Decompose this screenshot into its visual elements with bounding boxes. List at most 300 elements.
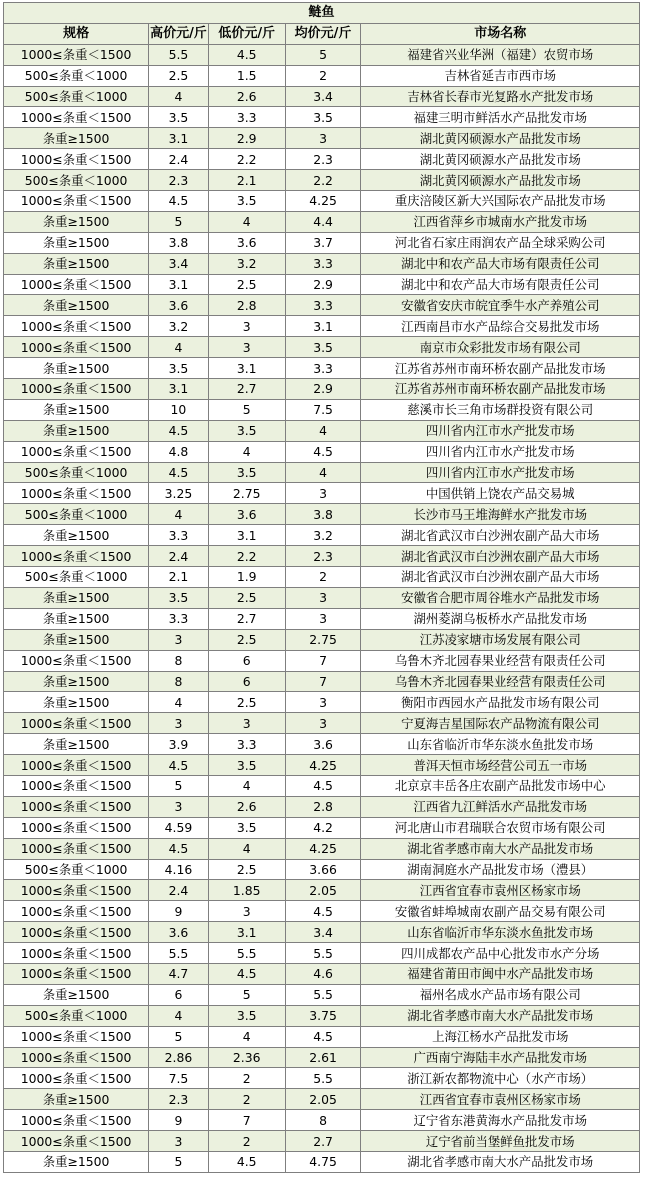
cell-avg-price: 2.75 <box>285 629 361 650</box>
cell-high-price: 4.16 <box>149 859 209 880</box>
cell-avg-price: 3.4 <box>285 922 361 943</box>
cell-market-name: 乌鲁木齐北园春果业经营有限责任公司 <box>361 671 640 692</box>
cell-avg-price: 3.66 <box>285 859 361 880</box>
cell-market-name: 四川省内江市水产批发市场 <box>361 462 640 483</box>
cell-low-price: 4.5 <box>208 963 285 984</box>
cell-spec: 1000≤条重＜1500 <box>4 274 149 295</box>
cell-low-price: 2.9 <box>208 128 285 149</box>
table-row <box>4 1110 640 1131</box>
table-row <box>4 337 640 358</box>
cell-market-name: 湖北黄冈硕源水产品批发市场 <box>361 149 640 170</box>
cell-low-price: 2.75 <box>208 483 285 504</box>
cell-avg-price: 5.5 <box>285 984 361 1005</box>
cell-avg-price: 2.05 <box>285 880 361 901</box>
cell-avg-price: 3.75 <box>285 1005 361 1026</box>
cell-spec: 1000≤条重＜1500 <box>4 922 149 943</box>
cell-spec: 条重≥1500 <box>4 629 149 650</box>
cell-avg-price: 3.7 <box>285 232 361 253</box>
cell-spec: 条重≥1500 <box>4 295 149 316</box>
cell-spec: 500≤条重＜1000 <box>4 504 149 525</box>
cell-avg-price: 4 <box>285 462 361 483</box>
header-spec: 规格 <box>4 23 149 44</box>
cell-high-price: 3.1 <box>149 274 209 295</box>
cell-low-price: 2.5 <box>208 274 285 295</box>
table-row <box>4 671 640 692</box>
cell-high-price: 2.5 <box>149 65 209 86</box>
cell-high-price: 3.4 <box>149 253 209 274</box>
cell-high-price: 3.2 <box>149 316 209 337</box>
cell-market-name: 上海江杨水产品批发市场 <box>361 1026 640 1047</box>
cell-spec: 条重≥1500 <box>4 1089 149 1110</box>
cell-spec: 条重≥1500 <box>4 525 149 546</box>
cell-low-price: 2.5 <box>208 692 285 713</box>
cell-high-price: 2.3 <box>149 1089 209 1110</box>
cell-market-name: 安徽省安庆市皖宜季牛水产养殖公司 <box>361 295 640 316</box>
cell-avg-price: 4.75 <box>285 1151 361 1172</box>
cell-market-name: 江西南昌市水产品综合交易批发市场 <box>361 316 640 337</box>
table-row <box>4 504 640 525</box>
cell-market-name: 乌鲁木齐北园春果业经营有限责任公司 <box>361 650 640 671</box>
cell-market-name: 河北省石家庄雨润农产品全球采购公司 <box>361 232 640 253</box>
table-row <box>4 1005 640 1026</box>
table-row <box>4 211 640 232</box>
cell-market-name: 湖北中和农产品大市场有限责任公司 <box>361 274 640 295</box>
table-row <box>4 170 640 191</box>
table-title: 鲢鱼 <box>4 3 640 24</box>
cell-market-name: 湖北中和农产品大市场有限责任公司 <box>361 253 640 274</box>
table-row <box>4 963 640 984</box>
cell-high-price: 2.4 <box>149 546 209 567</box>
cell-market-name: 湖北黄冈硕源水产品批发市场 <box>361 128 640 149</box>
table-row <box>4 86 640 107</box>
cell-spec: 1000≤条重＜1500 <box>4 191 149 212</box>
cell-avg-price: 5 <box>285 44 361 65</box>
table-row <box>4 128 640 149</box>
table-row <box>4 107 640 128</box>
cell-market-name: 衡阳市西园水产品批发市场有限公司 <box>361 692 640 713</box>
cell-market-name: 长沙市马王堆海鲜水产批发市场 <box>361 504 640 525</box>
table-row <box>4 525 640 546</box>
cell-market-name: 北京京丰岳各庄农副产品批发市场中心 <box>361 775 640 796</box>
cell-spec: 1000≤条重＜1500 <box>4 44 149 65</box>
table-row <box>4 316 640 337</box>
cell-market-name: 江苏凌家塘市场发展有限公司 <box>361 629 640 650</box>
header-high-price: 高价元/斤 <box>149 23 209 44</box>
cell-spec: 1000≤条重＜1500 <box>4 483 149 504</box>
cell-low-price: 3.1 <box>208 922 285 943</box>
cell-high-price: 3.8 <box>149 232 209 253</box>
cell-low-price: 4.5 <box>208 1151 285 1172</box>
cell-low-price: 5 <box>208 399 285 420</box>
cell-low-price: 3.5 <box>208 817 285 838</box>
table-row <box>4 880 640 901</box>
table-row <box>4 1131 640 1152</box>
cell-spec: 1000≤条重＜1500 <box>4 796 149 817</box>
cell-market-name: 江西省九江鲜活水产品批发市场 <box>361 796 640 817</box>
cell-low-price: 5 <box>208 984 285 1005</box>
cell-low-price: 2.8 <box>208 295 285 316</box>
table-row <box>4 1089 640 1110</box>
cell-spec: 条重≥1500 <box>4 420 149 441</box>
cell-low-price: 3 <box>208 713 285 734</box>
cell-high-price: 5 <box>149 211 209 232</box>
cell-spec: 1000≤条重＜1500 <box>4 1131 149 1152</box>
cell-low-price: 1.85 <box>208 880 285 901</box>
cell-high-price: 3.1 <box>149 128 209 149</box>
cell-avg-price: 3.4 <box>285 86 361 107</box>
cell-market-name: 辽宁省东港黄海水产品批发市场 <box>361 1110 640 1131</box>
cell-spec: 500≤条重＜1000 <box>4 462 149 483</box>
table-row <box>4 922 640 943</box>
cell-market-name: 安徽省合肥市周谷堆水产品批发市场 <box>361 587 640 608</box>
cell-market-name: 江西省宜春市袁州区杨家市场 <box>361 1089 640 1110</box>
cell-spec: 条重≥1500 <box>4 128 149 149</box>
table-row <box>4 1047 640 1068</box>
cell-spec: 条重≥1500 <box>4 608 149 629</box>
cell-market-name: 江苏省苏州市南环桥农副产品批发市场 <box>361 358 640 379</box>
cell-spec: 条重≥1500 <box>4 587 149 608</box>
cell-low-price: 4.5 <box>208 44 285 65</box>
cell-high-price: 5 <box>149 1026 209 1047</box>
cell-high-price: 5.5 <box>149 943 209 964</box>
cell-avg-price: 4.5 <box>285 441 361 462</box>
cell-spec: 1000≤条重＜1500 <box>4 1110 149 1131</box>
cell-market-name: 湖北省孝感市南大水产品批发市场 <box>361 838 640 859</box>
cell-market-name: 湖北省武汉市白沙洲农副产品大市场 <box>361 525 640 546</box>
cell-market-name: 河北唐山市君瑞联合农贸市场有限公司 <box>361 817 640 838</box>
cell-high-price: 4.5 <box>149 420 209 441</box>
table-row <box>4 943 640 964</box>
cell-market-name: 江西省宜春市袁州区杨家市场 <box>361 880 640 901</box>
cell-high-price: 3.9 <box>149 734 209 755</box>
table-row <box>4 1026 640 1047</box>
cell-spec: 条重≥1500 <box>4 232 149 253</box>
cell-avg-price: 3.6 <box>285 734 361 755</box>
cell-high-price: 3.25 <box>149 483 209 504</box>
cell-high-price: 2.4 <box>149 880 209 901</box>
cell-market-name: 安徽省蚌埠城南农副产品交易有限公司 <box>361 901 640 922</box>
cell-avg-price: 2.7 <box>285 1131 361 1152</box>
cell-low-price: 3.6 <box>208 232 285 253</box>
price-table-sheet <box>3 2 640 1173</box>
cell-avg-price: 4.25 <box>285 838 361 859</box>
cell-spec: 1000≤条重＜1500 <box>4 1047 149 1068</box>
cell-avg-price: 4 <box>285 420 361 441</box>
cell-market-name: 辽宁省前当堡鲜鱼批发市场 <box>361 1131 640 1152</box>
cell-avg-price: 4.25 <box>285 191 361 212</box>
cell-high-price: 3 <box>149 713 209 734</box>
cell-avg-price: 3 <box>285 128 361 149</box>
cell-spec: 500≤条重＜1000 <box>4 567 149 588</box>
table-row <box>4 817 640 838</box>
cell-avg-price: 2.3 <box>285 546 361 567</box>
cell-high-price: 10 <box>149 399 209 420</box>
cell-low-price: 2.5 <box>208 859 285 880</box>
table-row <box>4 358 640 379</box>
table-row <box>4 775 640 796</box>
table-row <box>4 692 640 713</box>
cell-low-price: 3.3 <box>208 734 285 755</box>
cell-avg-price: 4.25 <box>285 755 361 776</box>
cell-spec: 1000≤条重＜1500 <box>4 963 149 984</box>
cell-spec: 条重≥1500 <box>4 253 149 274</box>
table-row <box>4 984 640 1005</box>
cell-avg-price: 3 <box>285 608 361 629</box>
cell-avg-price: 3.8 <box>285 504 361 525</box>
table-row <box>4 274 640 295</box>
cell-spec: 1000≤条重＜1500 <box>4 713 149 734</box>
table-row <box>4 734 640 755</box>
cell-spec: 条重≥1500 <box>4 399 149 420</box>
cell-spec: 1000≤条重＜1500 <box>4 880 149 901</box>
cell-market-name: 江苏省苏州市南环桥农副产品批发市场 <box>361 379 640 400</box>
cell-high-price: 4.5 <box>149 462 209 483</box>
cell-spec: 1000≤条重＜1500 <box>4 650 149 671</box>
cell-avg-price: 2.9 <box>285 274 361 295</box>
table-row <box>4 441 640 462</box>
cell-avg-price: 8 <box>285 1110 361 1131</box>
cell-spec: 1000≤条重＜1500 <box>4 817 149 838</box>
cell-spec: 1000≤条重＜1500 <box>4 107 149 128</box>
cell-avg-price: 4.5 <box>285 1026 361 1047</box>
table-row <box>4 713 640 734</box>
header-avg-price: 均价元/斤 <box>285 23 361 44</box>
cell-spec: 500≤条重＜1000 <box>4 859 149 880</box>
table-row <box>4 567 640 588</box>
cell-avg-price: 4.2 <box>285 817 361 838</box>
cell-low-price: 2.2 <box>208 546 285 567</box>
cell-low-price: 4 <box>208 1026 285 1047</box>
table-row <box>4 546 640 567</box>
cell-high-price: 4 <box>149 337 209 358</box>
cell-high-price: 7.5 <box>149 1068 209 1089</box>
cell-market-name: 湖北省武汉市白沙洲农副产品大市场 <box>361 546 640 567</box>
cell-low-price: 3 <box>208 901 285 922</box>
cell-market-name: 湖北省武汉市白沙洲农副产品大市场 <box>361 567 640 588</box>
cell-high-price: 3.5 <box>149 587 209 608</box>
cell-high-price: 2.1 <box>149 567 209 588</box>
cell-low-price: 2.7 <box>208 608 285 629</box>
cell-avg-price: 7 <box>285 671 361 692</box>
table-row <box>4 483 640 504</box>
cell-high-price: 3.3 <box>149 525 209 546</box>
cell-avg-price: 2.9 <box>285 379 361 400</box>
cell-high-price: 3.5 <box>149 107 209 128</box>
table-row <box>4 44 640 65</box>
cell-avg-price: 3.5 <box>285 107 361 128</box>
cell-avg-price: 3 <box>285 713 361 734</box>
cell-spec: 500≤条重＜1000 <box>4 65 149 86</box>
cell-high-price: 9 <box>149 1110 209 1131</box>
cell-low-price: 2.36 <box>208 1047 285 1068</box>
price-table <box>3 2 640 1173</box>
cell-high-price: 4 <box>149 504 209 525</box>
cell-avg-price: 3.3 <box>285 358 361 379</box>
cell-market-name: 福州名成水产品市场有限公司 <box>361 984 640 1005</box>
cell-low-price: 2.2 <box>208 149 285 170</box>
cell-high-price: 4 <box>149 692 209 713</box>
cell-low-price: 2 <box>208 1068 285 1089</box>
cell-market-name: 慈溪市长三角市场群投资有限公司 <box>361 399 640 420</box>
cell-low-price: 3.5 <box>208 420 285 441</box>
cell-high-price: 8 <box>149 650 209 671</box>
table-row <box>4 650 640 671</box>
cell-low-price: 3.2 <box>208 253 285 274</box>
table-row <box>4 295 640 316</box>
cell-low-price: 2 <box>208 1089 285 1110</box>
table-row <box>4 587 640 608</box>
cell-spec: 1000≤条重＜1500 <box>4 943 149 964</box>
cell-market-name: 南京市众彩批发市场有限公司 <box>361 337 640 358</box>
cell-low-price: 2.6 <box>208 796 285 817</box>
table-body <box>4 44 640 1172</box>
table-row <box>4 1068 640 1089</box>
cell-market-name: 湖南洞庭水产品批发市场（澧县） <box>361 859 640 880</box>
cell-spec: 条重≥1500 <box>4 671 149 692</box>
cell-spec: 500≤条重＜1000 <box>4 86 149 107</box>
cell-spec: 1000≤条重＜1500 <box>4 775 149 796</box>
cell-high-price: 3.3 <box>149 608 209 629</box>
cell-market-name: 四川省内江市水产批发市场 <box>361 441 640 462</box>
cell-high-price: 5 <box>149 775 209 796</box>
cell-market-name: 江西省萍乡市城南水产批发市场 <box>361 211 640 232</box>
table-row <box>4 232 640 253</box>
table-row <box>4 65 640 86</box>
cell-high-price: 4.8 <box>149 441 209 462</box>
cell-high-price: 3 <box>149 1131 209 1152</box>
cell-spec: 500≤条重＜1000 <box>4 1005 149 1026</box>
cell-low-price: 3.5 <box>208 462 285 483</box>
cell-high-price: 4 <box>149 86 209 107</box>
cell-avg-price: 3 <box>285 587 361 608</box>
cell-avg-price: 2 <box>285 567 361 588</box>
cell-avg-price: 3.2 <box>285 525 361 546</box>
cell-low-price: 3.1 <box>208 358 285 379</box>
cell-avg-price: 7.5 <box>285 399 361 420</box>
cell-market-name: 重庆涪陵区新大兴国际农产品批发市场 <box>361 191 640 212</box>
cell-spec: 1000≤条重＜1500 <box>4 838 149 859</box>
cell-market-name: 四川成都农产品中心批发市水产分场 <box>361 943 640 964</box>
table-header-row <box>4 23 640 44</box>
cell-high-price: 4.5 <box>149 755 209 776</box>
table-row <box>4 420 640 441</box>
cell-market-name: 福建三明市鲜活水产品批发市场 <box>361 107 640 128</box>
cell-avg-price: 4.5 <box>285 775 361 796</box>
cell-spec: 1000≤条重＜1500 <box>4 1026 149 1047</box>
table-row <box>4 253 640 274</box>
table-row <box>4 629 640 650</box>
cell-spec: 条重≥1500 <box>4 984 149 1005</box>
cell-high-price: 8 <box>149 671 209 692</box>
cell-spec: 1000≤条重＜1500 <box>4 379 149 400</box>
cell-high-price: 3 <box>149 629 209 650</box>
cell-market-name: 吉林省延吉市西市场 <box>361 65 640 86</box>
cell-high-price: 3 <box>149 796 209 817</box>
cell-low-price: 3 <box>208 337 285 358</box>
cell-low-price: 2.1 <box>208 170 285 191</box>
cell-spec: 1000≤条重＜1500 <box>4 441 149 462</box>
cell-avg-price: 2.61 <box>285 1047 361 1068</box>
cell-market-name: 中国供销上饶农产品交易城 <box>361 483 640 504</box>
cell-low-price: 4 <box>208 775 285 796</box>
cell-low-price: 3.5 <box>208 1005 285 1026</box>
table-row <box>4 755 640 776</box>
cell-low-price: 6 <box>208 650 285 671</box>
cell-avg-price: 2.2 <box>285 170 361 191</box>
cell-low-price: 5.5 <box>208 943 285 964</box>
cell-avg-price: 3.1 <box>285 316 361 337</box>
cell-low-price: 3.5 <box>208 191 285 212</box>
cell-low-price: 7 <box>208 1110 285 1131</box>
cell-high-price: 3.5 <box>149 358 209 379</box>
cell-spec: 1000≤条重＜1500 <box>4 546 149 567</box>
cell-spec: 1000≤条重＜1500 <box>4 337 149 358</box>
cell-avg-price: 2.8 <box>285 796 361 817</box>
header-market-name: 市场名称 <box>361 23 640 44</box>
cell-spec: 1000≤条重＜1500 <box>4 755 149 776</box>
cell-high-price: 4 <box>149 1005 209 1026</box>
cell-market-name: 福建省兴业华洲（福建）农贸市场 <box>361 44 640 65</box>
cell-avg-price: 4.6 <box>285 963 361 984</box>
cell-market-name: 湖州菱湖乌板桥水产品批发市场 <box>361 608 640 629</box>
cell-low-price: 1.5 <box>208 65 285 86</box>
cell-high-price: 4.5 <box>149 191 209 212</box>
table-row <box>4 379 640 400</box>
cell-avg-price: 4.4 <box>285 211 361 232</box>
cell-low-price: 1.9 <box>208 567 285 588</box>
cell-avg-price: 2 <box>285 65 361 86</box>
header-low-price: 低价元/斤 <box>208 23 285 44</box>
cell-low-price: 2.6 <box>208 86 285 107</box>
cell-high-price: 4.59 <box>149 817 209 838</box>
cell-spec: 500≤条重＜1000 <box>4 170 149 191</box>
table-row <box>4 399 640 420</box>
cell-high-price: 2.86 <box>149 1047 209 1068</box>
table-row <box>4 149 640 170</box>
cell-market-name: 湖北黄冈硕源水产品批发市场 <box>361 170 640 191</box>
cell-high-price: 6 <box>149 984 209 1005</box>
cell-avg-price: 7 <box>285 650 361 671</box>
table-row <box>4 859 640 880</box>
cell-low-price: 2.5 <box>208 629 285 650</box>
cell-avg-price: 5.5 <box>285 1068 361 1089</box>
cell-avg-price: 3 <box>285 483 361 504</box>
cell-market-name: 宁夏海吉星国际农产品物流有限公司 <box>361 713 640 734</box>
cell-low-price: 4 <box>208 838 285 859</box>
cell-high-price: 5.5 <box>149 44 209 65</box>
cell-market-name: 普洱天恒市场经营公司五一市场 <box>361 755 640 776</box>
cell-low-price: 3 <box>208 316 285 337</box>
cell-high-price: 9 <box>149 901 209 922</box>
cell-low-price: 3.3 <box>208 107 285 128</box>
cell-high-price: 2.4 <box>149 149 209 170</box>
cell-high-price: 3.1 <box>149 379 209 400</box>
table-title-row <box>4 3 640 24</box>
cell-avg-price: 3.5 <box>285 337 361 358</box>
table-row <box>4 608 640 629</box>
cell-low-price: 3.6 <box>208 504 285 525</box>
cell-spec: 1000≤条重＜1500 <box>4 149 149 170</box>
cell-market-name: 广西南宁海陆丰水产品批发市场 <box>361 1047 640 1068</box>
cell-market-name: 吉林省长春市光复路水产批发市场 <box>361 86 640 107</box>
cell-high-price: 3.6 <box>149 922 209 943</box>
cell-low-price: 3.5 <box>208 755 285 776</box>
cell-low-price: 4 <box>208 441 285 462</box>
cell-market-name: 湖北省孝感市南大水产品批发市场 <box>361 1151 640 1172</box>
cell-avg-price: 2.05 <box>285 1089 361 1110</box>
cell-spec: 条重≥1500 <box>4 692 149 713</box>
cell-spec: 条重≥1500 <box>4 734 149 755</box>
